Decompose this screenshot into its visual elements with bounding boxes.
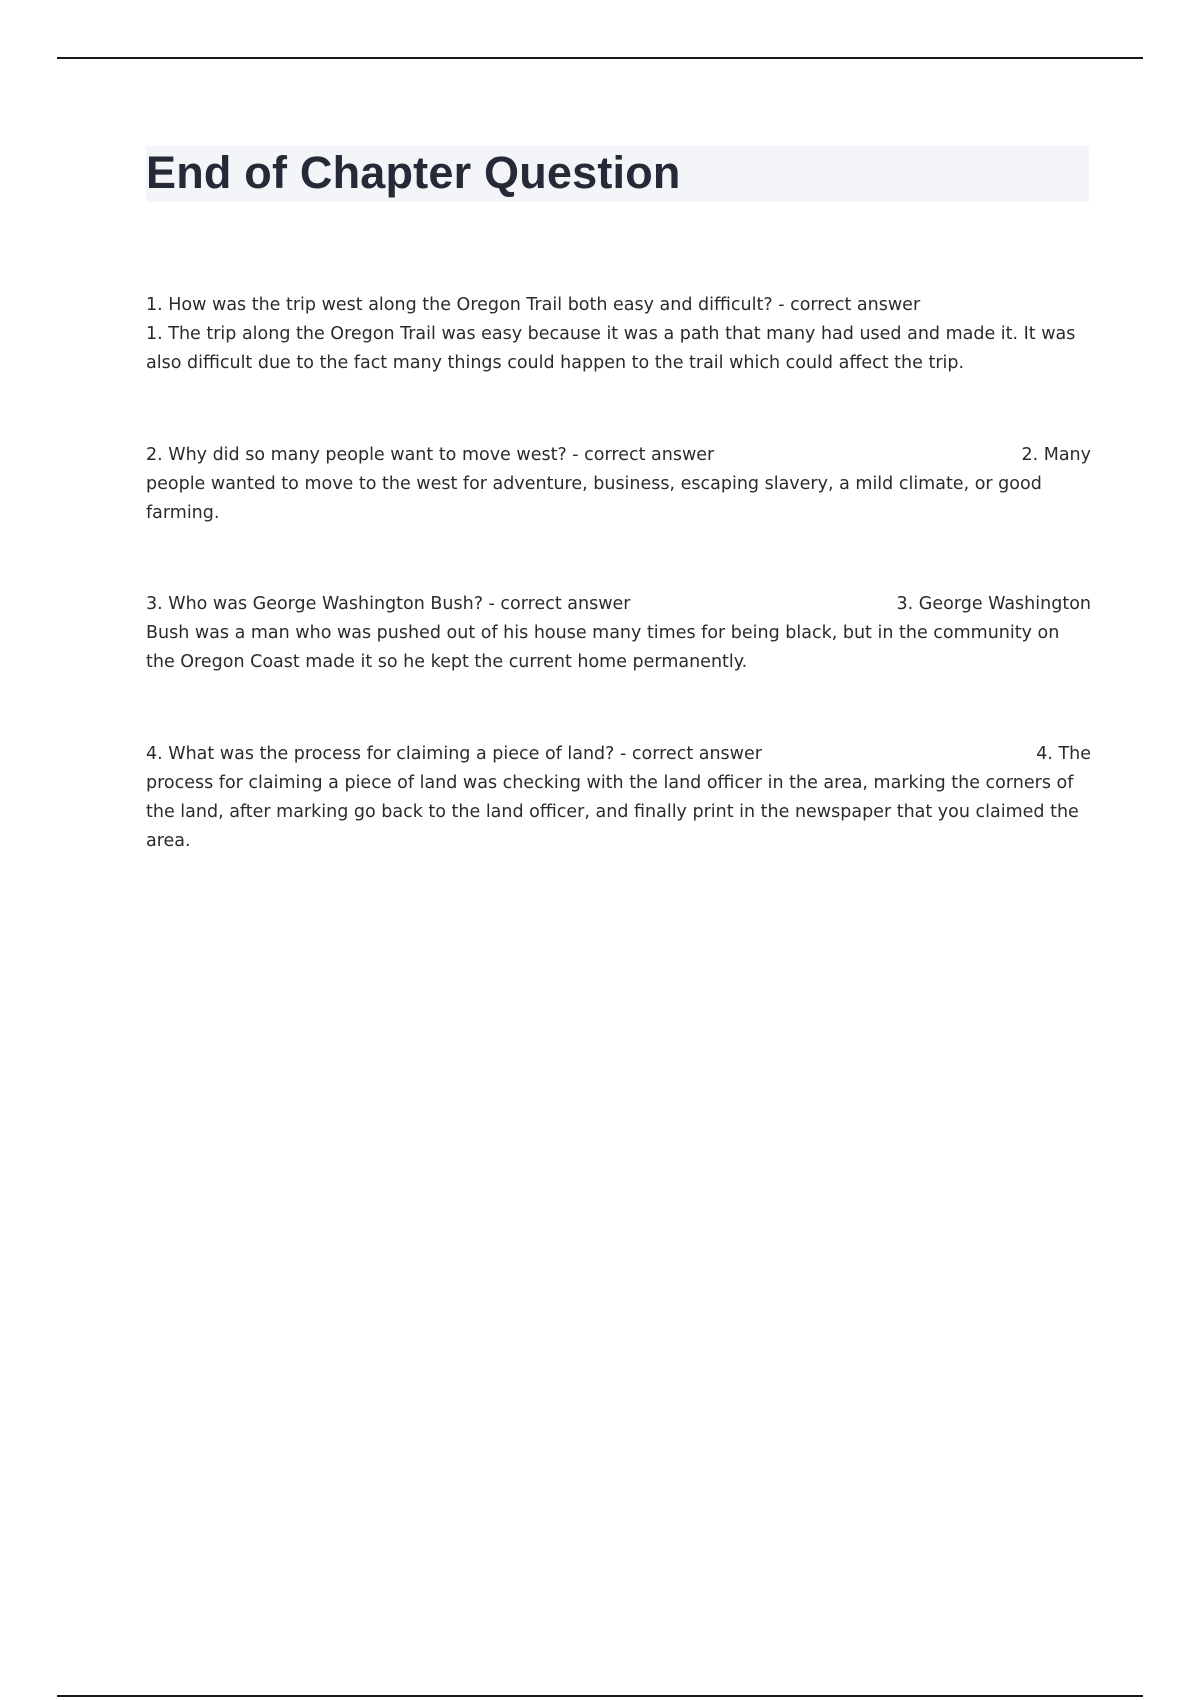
answer-start-text: 3. George Washington [896,594,1091,614]
page-title: End of Chapter Question [146,147,681,198]
answer-text: process for claiming a piece of land was checking with the land officer in the area, marking the corners of the land, after marking go back to the land officer, and finally print in the newspaper that you claimed the area. [146,773,1079,851]
question-text: 3. Who was George Washington Bush? - correct answer [146,594,631,614]
answer-text: 1. The trip along the Oregon Trail was easy because it was a path that many had used and made it. It was also difficult due to the fact many things could happen to the trail which could affect the trip. [146,324,1076,373]
qa-item-1 [146,291,1091,378]
answer-start-text: 2. Many [1021,445,1091,465]
qa-item-2 [146,441,1091,528]
question-line [146,441,1091,470]
question-line [146,590,1091,619]
answer-start-text: 4. The [1036,744,1091,764]
qa-item-4 [146,740,1091,856]
answer-text: Bush was a man who was pushed out of his house many times for being black, but in the community on the Oregon Coast made it so he kept the current home permanently. [146,623,1060,672]
top-rule [57,57,1143,59]
question-line [146,740,1091,769]
question-text: 2. Why did so many people want to move west? - correct answer [146,445,715,465]
bottom-rule [57,1695,1143,1697]
question-line [146,291,1091,320]
qa-item-3 [146,590,1091,677]
answer-text: people wanted to move to the west for adventure, business, escaping slavery, a mild climate, or good farming. [146,474,1042,523]
question-text: 4. What was the process for claiming a piece of land? - correct answer [146,744,762,764]
question-text: 1. How was the trip west along the Oregon Trail both easy and difficult? - correct answer [146,295,921,315]
